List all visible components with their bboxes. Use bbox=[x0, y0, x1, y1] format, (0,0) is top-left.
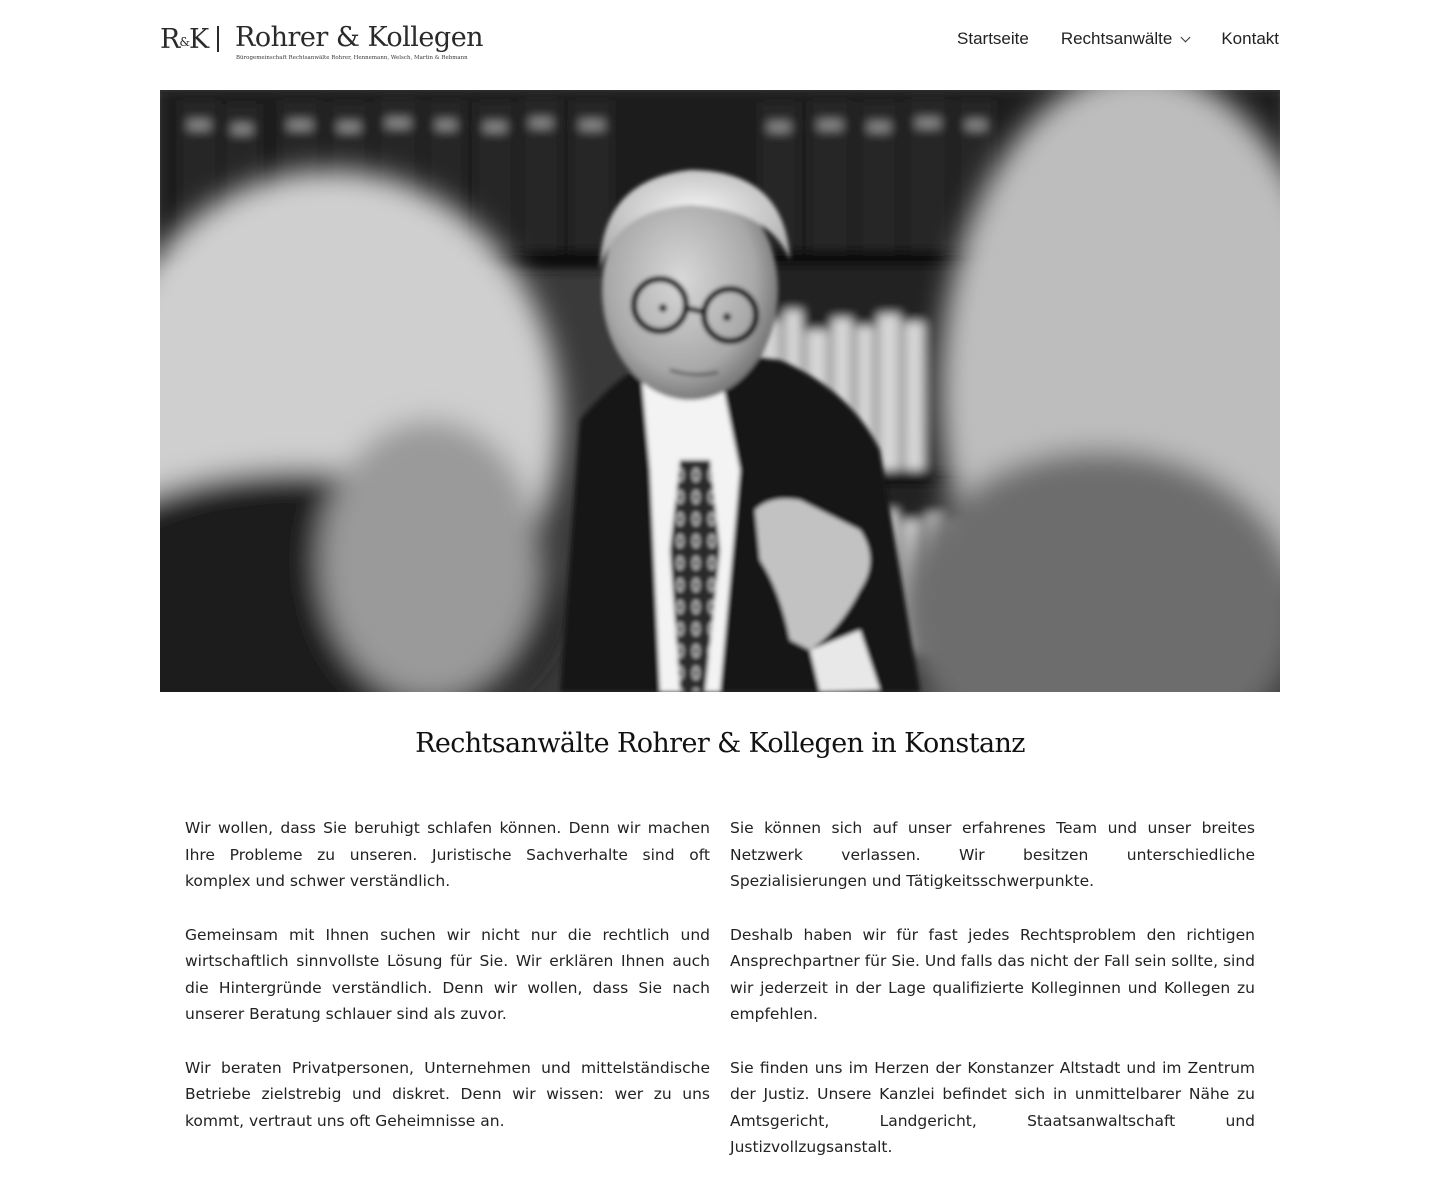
hero-image bbox=[160, 90, 1280, 692]
paragraph: Sie finden uns im Herzen der Konstanzer Altstadt und im Zentrum der Justiz. Unsere Kanzlei befindet sich in unmittelbarer Nähe zu Amtsgericht, Landgericht, Staatsanwaltschaft und Justizvollzugsanstalt. bbox=[730, 1058, 1255, 1156]
paragraph: Wir wollen, dass Sie beruhigt schlafen können. Denn wir machen Ihre Probleme zu unseren. Juristische Sachverhalte sind oft komplex und schwer verständlich. bbox=[185, 819, 710, 890]
paragraph: Wir beraten Privatpersonen, Unternehmen und mittelständische Betriebe zielstrebig und diskret. Denn wir wissen: wer zu uns kommt, vertraut uns oft Geheimnisse an. bbox=[185, 1058, 710, 1130]
logo-divider bbox=[217, 26, 219, 52]
nav-item-rechtsanwaelte[interactable]: Rechtsanwälte bbox=[1061, 29, 1190, 49]
nav-item-startseite[interactable]: Startseite bbox=[957, 29, 1029, 48]
paragraph: Deshalb haben wir für fast jedes Rechtsproblem den richtigen Ansprechpartner für Sie. Und falls das nicht der Fall sein sollte, sind wir jederzeit in der Lage qualifizierte Kolleginnen und Kollegen zu empfehlen. bbox=[730, 925, 1255, 1023]
logo-name: Rohrer & Kollegen bbox=[235, 22, 484, 53]
intro-column-left bbox=[185, 815, 710, 1161]
site-header bbox=[160, 0, 1280, 90]
main-nav bbox=[957, 29, 1279, 49]
chevron-down-icon bbox=[1181, 32, 1191, 42]
intro-column-right bbox=[730, 815, 1255, 1188]
paragraph: Sie können sich auf unser erfahrenes Team und unser breites Netzwerk verlassen. Wir besitzen unterschiedliche Spezialisierungen und Tätigkeitsschwerpunkte. bbox=[730, 819, 1255, 890]
site-logo[interactable] bbox=[160, 22, 484, 66]
paragraph: Gemeinsam mit Ihnen suchen wir nicht nur die rechtlich und wirtschaftlich sinnvollste Lösung für Sie. Wir erklären Ihnen auch die Hintergründe verständlich. Denn wir wollen, dass Sie nach unserer Beratung schlauer sind als zuvor. bbox=[185, 925, 710, 1023]
page-title: Rechtsanwälte Rohrer & Kollegen in Konstanz bbox=[415, 728, 1025, 759]
nav-item-kontakt[interactable]: Kontakt bbox=[1221, 29, 1279, 48]
logo-mark: R&K bbox=[160, 24, 209, 55]
logo-subtitle: Bürogemeinschaft Rechtsanwälte Rohrer, Hennemann, Welsch, Martin & Rebmann bbox=[236, 55, 468, 61]
